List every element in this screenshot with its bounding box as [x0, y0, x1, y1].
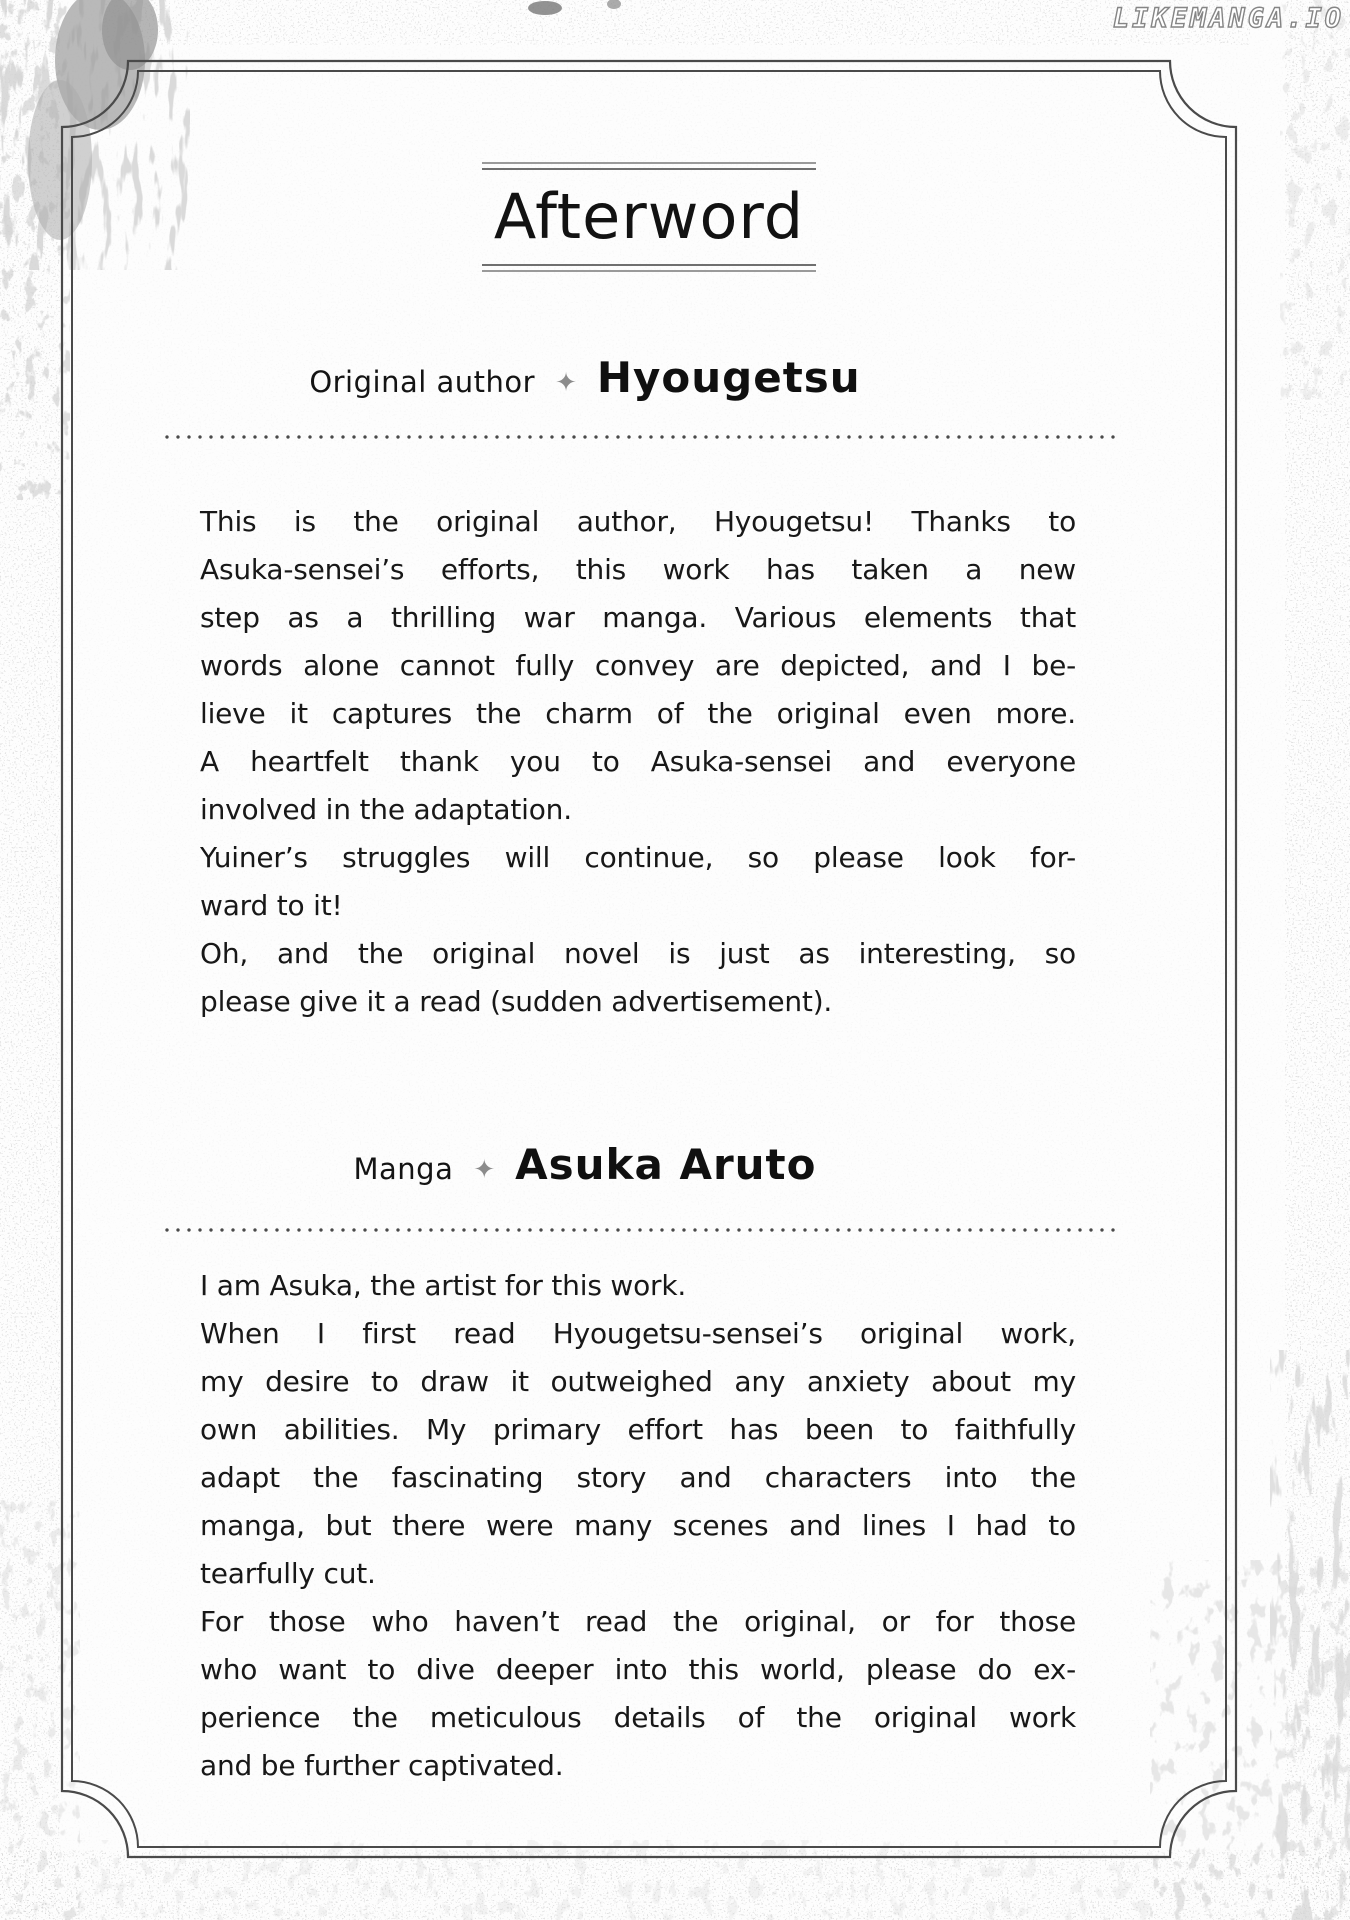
author-name: Asuka Aruto: [515, 1140, 817, 1189]
author-name: Hyougetsu: [596, 353, 861, 402]
text-line: step as a thrilling war manga. Various elements that: [200, 601, 1076, 634]
text-line: Asuka-sensei’s efforts, this work has taken a new: [200, 553, 1076, 586]
site-watermark: LIKEMANGA.IO: [1112, 3, 1344, 34]
text-line: Oh, and the original novel is just as interesting, so: [200, 937, 1076, 970]
text-line: tearfully cut.: [200, 1557, 376, 1590]
dotted-separator: [165, 435, 1115, 439]
text-line: who want to dive deeper into this world, please do ex-: [200, 1653, 1076, 1686]
dotted-separator: [165, 1228, 1115, 1232]
text-line: words alone cannot fully convey are depicted, and I be-: [200, 649, 1076, 682]
title-rule-bottom: [482, 264, 816, 272]
text-line: involved in the adaptation.: [200, 793, 572, 826]
text-line: manga, but there were many scenes and lines I had to: [200, 1509, 1076, 1542]
four-pointed-star-icon: ✦: [473, 1155, 496, 1185]
text-line: my desire to draw it outweighed any anxiety about my: [200, 1365, 1076, 1398]
text-line: This is the original author, Hyougetsu! Thanks to: [200, 505, 1076, 538]
text-line: For those who haven’t read the original, or for those: [200, 1605, 1076, 1638]
text-line: own abilities. My primary effort has been to faithfully: [200, 1413, 1076, 1446]
title-rule-top: [482, 162, 816, 170]
section-role-label: Original author: [309, 365, 536, 399]
text-line: A heartfelt thank you to Asuka-sensei and everyone: [200, 745, 1076, 778]
text-line: and be further captivated.: [200, 1749, 564, 1782]
text-line: please give it a read (sudden advertisement).: [200, 985, 833, 1018]
section-header-manga-artist: [165, 1140, 1115, 1189]
text-line: perience the meticulous details of the original work: [200, 1701, 1076, 1734]
section-header-original-author: [165, 353, 1115, 402]
text-line: Yuiner’s struggles will continue, so please look for-: [200, 841, 1076, 874]
page-title: Afterword: [493, 180, 805, 253]
title-block: [482, 162, 816, 272]
afterword-paragraph-artist: [200, 1262, 1076, 1790]
afterword-paragraph-author: [200, 498, 1076, 1026]
text-line: ward to it!: [200, 889, 343, 922]
section-role-label: Manga: [353, 1152, 454, 1186]
text-line: lieve it captures the charm of the original even more.: [200, 697, 1076, 730]
text-line: adapt the fascinating story and characters into the: [200, 1461, 1076, 1494]
text-line: When I first read Hyougetsu-sensei’s original work,: [200, 1317, 1076, 1350]
text-line: I am Asuka, the artist for this work.: [200, 1269, 687, 1302]
four-pointed-star-icon: ✦: [555, 368, 577, 398]
